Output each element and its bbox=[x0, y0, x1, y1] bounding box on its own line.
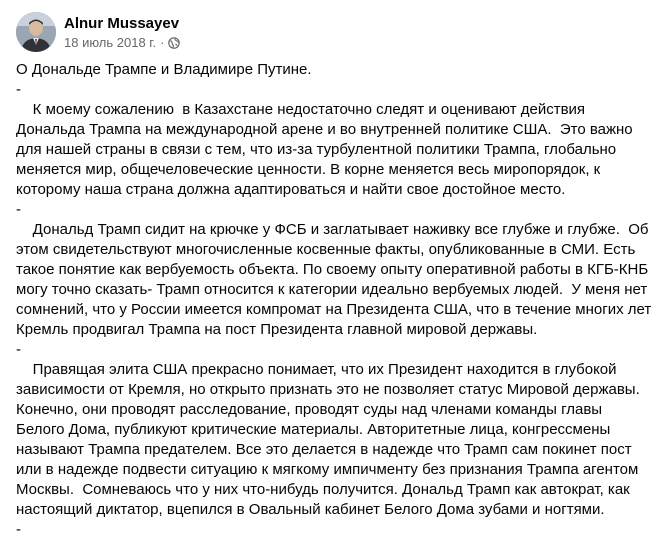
author-block bbox=[64, 14, 180, 51]
post-date[interactable]: 18 июль 2018 г. bbox=[64, 34, 157, 50]
post-title: О Дональде Трампе и Владимире Путине. bbox=[16, 61, 312, 78]
post-body bbox=[16, 60, 656, 540]
separator-line: - bbox=[16, 521, 21, 538]
separator-line: - bbox=[16, 341, 21, 358]
post-paragraph: Правящая элита США прекрасно понимает, что их Президент находится в глубокой зависимости от Кремля, но открыто признать это не позволяет статус Мировой державы. Конечно, они проводят расследование, проводят суды над членами команды главы Белого Дома, публикуют критические материалы. Авторитетные лица, конгрессмены называют Трампа предателем. Все это делается в надежде что Трамп сам покинет пост или в надежде подвести ситуацию к мягкому импичменту без признания Трампа агентом Москвы. Сомневаюсь что у них что-нибудь получится. Дональд Трамп как автократ, как настоящий диктатор, вцепился в Овальный кабинет Белого Дома зубами и ногтями. bbox=[16, 361, 644, 518]
separator-line: - bbox=[16, 81, 21, 98]
separator-line: - bbox=[16, 201, 21, 218]
meta-separator: · bbox=[160, 34, 165, 50]
post-header bbox=[16, 10, 180, 54]
avatar[interactable] bbox=[16, 12, 56, 52]
post-paragraph: Дональд Трамп сидит на крючке у ФСБ и заглатывает наживку все глубже и глубже. Об этом свидетельствуют многочисленные косвенные факты, опубликованные в СМИ. Есть такое понятие как вербуемость объекта. По своему опыту оперативной работы в КГБ-КНБ могу точно сказать- Трамп относится к категории идеально вербуемых людей. У меня нет сомнений, что у России имеется компромат на Президента США, что в течение многих лет Кремль продвигал Трампа на пост Президента главной мировой державы. bbox=[16, 221, 656, 338]
post-meta bbox=[64, 34, 180, 51]
author-name[interactable]: Alnur Mussayev bbox=[64, 14, 180, 32]
avatar-photo-icon bbox=[16, 12, 56, 52]
globe-icon[interactable] bbox=[168, 36, 180, 48]
post-paragraph: К моему сожалению в Казахстане недостаточно следят и оценивают действия Дональда Трампа на международной арене и во внутренней политике США. Это важно для нашей страны в связи с тем, что из-за турбулентной политики Трампа, глобально меняется мир, общечеловеческие ценности. В корне меняется весь миропорядок, к которому наша страна должна адаптироваться и найти свое достойное место. bbox=[16, 101, 637, 198]
